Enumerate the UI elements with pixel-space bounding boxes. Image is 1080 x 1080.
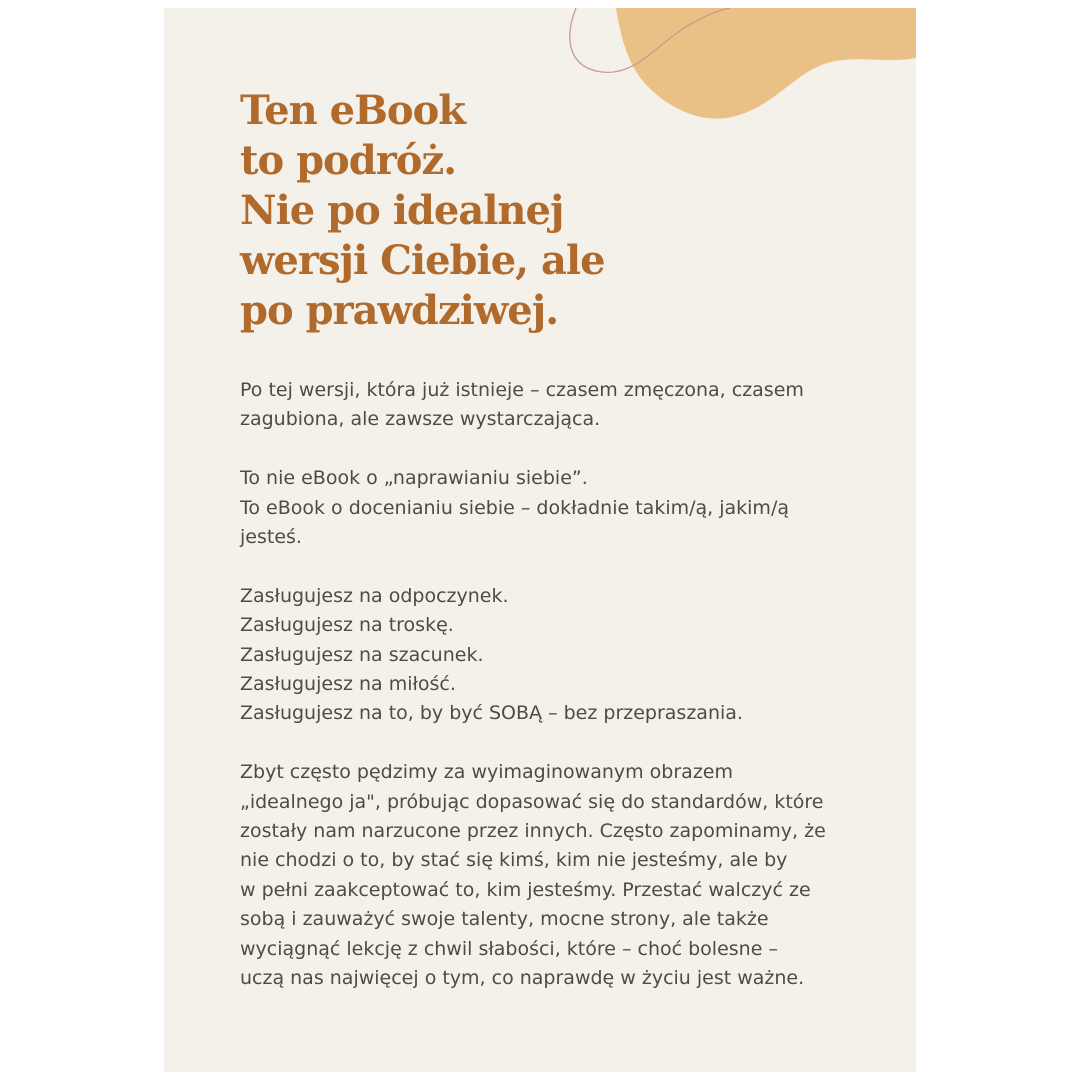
text-line: Zasługujesz na troskę.	[240, 614, 454, 637]
text-line: Zasługujesz na odpoczynek.	[240, 584, 509, 607]
heading-line: to podróż.	[240, 137, 457, 184]
heading-line: Ten eBook	[240, 87, 465, 134]
heading-line: Nie po idealnej	[240, 187, 564, 234]
paragraph-about	[240, 464, 850, 552]
paragraph-reflection	[240, 758, 850, 993]
text-line: To eBook o docenianiu siebie – dokładnie takim/ą, jakim/ą	[240, 496, 789, 519]
paragraph-gap	[240, 729, 850, 758]
ebook-page	[164, 8, 916, 1072]
text-line: wyciągnąć lekcję z chwil słabości, które – choć bolesne –	[240, 937, 778, 960]
blob-shape	[616, 8, 916, 119]
text-line: Zasługujesz na to, by być SOBĄ – bez przepraszania.	[240, 702, 743, 725]
text-line: zostały nam narzucone przez innych. Często zapominamy, że	[240, 820, 826, 843]
text-line: Zbyt często pędzimy za wyimaginowanym obrazem	[240, 761, 733, 784]
text-line: Zasługujesz na szacunek.	[240, 643, 484, 666]
text-line: uczą nas najwięcej o tym, co naprawdę w życiu jest ważne.	[240, 967, 805, 990]
text-line: Zasługujesz na miłość.	[240, 673, 456, 696]
paragraph-intro	[240, 376, 850, 435]
text-line: nie chodzi o to, by stać się kimś, kim nie jesteśmy, ale by	[240, 849, 788, 872]
text-line: sobą i zauważyć swoje talenty, mocne strony, ale także	[240, 908, 769, 931]
page-heading	[240, 86, 605, 336]
text-line: zagubiona, ale zawsze wystarczająca.	[240, 408, 601, 431]
text-line: jesteś.	[240, 526, 302, 549]
text-line: To nie eBook o „naprawianiu siebie”.	[240, 467, 588, 490]
text-line: w pełni zaakceptować to, kim jesteśmy. Przestać walczyć ze	[240, 878, 811, 901]
text-line: Po tej wersji, która już istnieje – czasem zmęczona, czasem	[240, 379, 804, 401]
heading-line: po prawdziwej.	[240, 287, 559, 334]
paragraph-gap	[240, 435, 850, 464]
body-text	[240, 376, 850, 993]
text-line: „idealnego ja", próbując dopasować się do standardów, które	[240, 790, 824, 813]
paragraph-gap	[240, 552, 850, 581]
paragraph-affirmations	[240, 582, 850, 729]
heading-line: wersji Ciebie, ale	[240, 237, 605, 284]
